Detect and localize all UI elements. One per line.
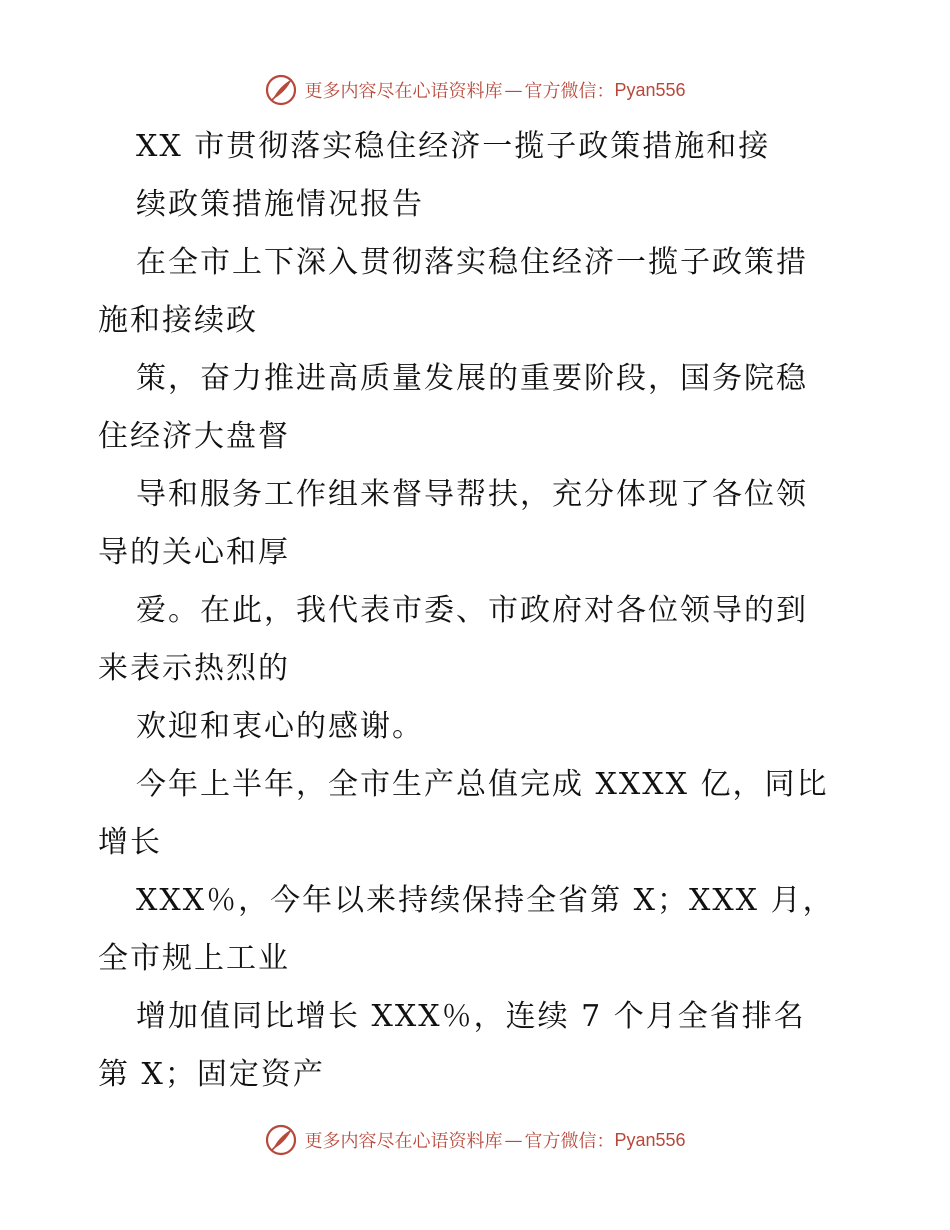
paragraph-line: 施和接续政 (98, 303, 258, 338)
paragraph-line: 爱。在此，我代表市委、市政府对各位领导的到 (136, 593, 808, 628)
paragraph-line: 增长 (98, 825, 162, 860)
banner-wechat-label: 官方微信： (524, 81, 615, 102)
quill-pen-logo-icon (264, 73, 298, 107)
banner-dash: — (504, 1129, 523, 1151)
paragraph-line: 全市规上工业 (98, 941, 290, 976)
document-title-line-1: XX 市贯彻落实稳住经济一揽子政策措施和接 (136, 129, 771, 164)
banner-wechat-id: Pyan556 (614, 1129, 686, 1150)
paragraph-line: 策，奋力推进高质量发展的重要阶段，国务院稳 (136, 361, 808, 396)
paragraph-line: XXX％，今年以来持续保持全省第 X；XXX 月， (136, 883, 835, 918)
document-body (98, 118, 858, 1104)
paragraph-line: 住经济大盘督 (98, 419, 290, 454)
header-banner (0, 70, 950, 110)
paragraph-line: 欢迎和衷心的感谢。 (136, 709, 424, 744)
banner-wechat-id: Pyan556 (614, 79, 686, 100)
paragraph-line: 今年上半年，全市生产总值完成 XXXX 亿，同比 (136, 767, 829, 802)
document-title-line-2: 续政策措施情况报告 (136, 187, 424, 222)
paragraph-line: 第 X；固定资产 (98, 1057, 325, 1092)
banner-dash: — (504, 79, 523, 101)
quill-pen-logo-icon (264, 1123, 298, 1157)
paragraph-line: 来表示热烈的 (98, 651, 290, 686)
paragraph-line: 增加值同比增长 XXX％，连续 7 个月全省排名 (136, 999, 806, 1034)
banner-text: 更多内容尽在心语资料库 (304, 1131, 503, 1152)
paragraph-line: 导的关心和厚 (98, 535, 290, 570)
paragraph-line: 在全市上下深入贯彻落实稳住经济一揽子政策措 (136, 245, 808, 280)
paragraph-line: 导和服务工作组来督导帮扶，充分体现了各位领 (136, 477, 808, 512)
footer-banner (0, 1120, 950, 1160)
banner-wechat-label: 官方微信： (524, 1131, 615, 1152)
banner-text: 更多内容尽在心语资料库 (304, 81, 503, 102)
